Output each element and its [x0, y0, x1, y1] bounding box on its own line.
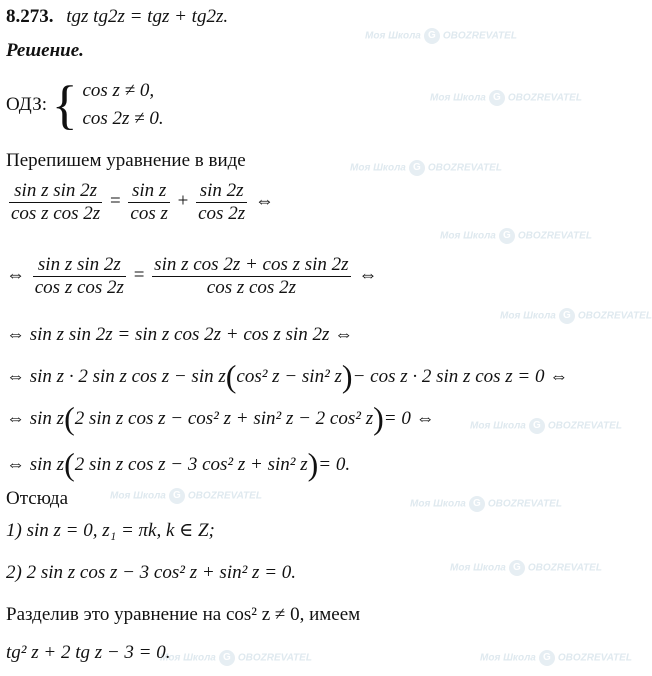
fraction: $\frac{\text{sin z sin 2z}}{\text{cos z cos 2z}}$ — [34, 254, 124, 298]
watermark: Моя Школа G OBOZREVATEL — [350, 160, 502, 176]
solution-label: Решение. — [6, 40, 84, 61]
odz-brace-icon: { — [51, 75, 78, 135]
fraction: $\frac{\text{sin z}}{\text{cos z}}$ — [130, 180, 168, 224]
fraction: $\frac{\text{sin z sin 2z}}{\text{cos z cos 2z}}$ — [11, 180, 101, 224]
watermark: Моя Школа G OBOZREVATEL — [110, 488, 262, 504]
divide-text: Разделив это уравнение на cos² z ≠ 0, имеем — [6, 604, 361, 625]
watermark: Моя Школа G OBOZREVATEL — [160, 650, 312, 666]
equation-line: ⇔ sin z sin 2z = sin z cos 2z + cos z sin 2z ⇔ — [6, 324, 354, 345]
equation-line: ⇔ sin z(2 sin z cos z − 3 cos² z + sin² z)= 0. — [6, 446, 351, 482]
fraction: $\frac{\text{sin z cos 2z + cos z sin 2z}}{\text{cos z cos 2z}}$ — [154, 254, 349, 298]
intro-text: Перепишем уравнение в виде — [6, 150, 246, 171]
fraction: $\frac{\sin 2z}{\cos 2z}$ — [198, 180, 246, 224]
odz-condition: cos z ≠ 0, — [82, 80, 155, 102]
case-1: 1) sin z = 0, z₁ = πk, k ∈ Z; — [6, 520, 215, 541]
case-2: 2) 2 sin z cos z − 3 cos² z + sin² z = 0. — [6, 562, 297, 583]
problem-line — [6, 6, 228, 28]
equation-line: $\frac{\text{sin z sin 2z}}{\text{cos z cos 2z}}$ = $\frac{\text{sin z}}{\text{cos z}}$ + $\frac{\sin 2z}{\cos 2z}$ ⇔ — [11, 180, 274, 224]
problem-statement: tgz tg2z = tgz + tg2z. — [66, 6, 229, 27]
watermark: Моя Школа G OBOZREVATEL — [470, 418, 622, 434]
odz-block — [6, 75, 164, 135]
equation-line: ⇔ sin z(2 sin z cos z − cos² z + sin² z − 2 cos² z)= 0 ⇔ — [6, 400, 435, 436]
odz-condition: cos 2z ≠ 0. — [82, 108, 164, 129]
problem-number: 8.273. — [6, 6, 54, 27]
watermark: Моя Школа G OBOZREVATEL — [440, 228, 592, 244]
odz-label: ОДЗ: — [6, 94, 48, 116]
equation-line: ⇔ sin z · 2 sin z cos z − sin z(cos² z − sin² z)− cos z · 2 sin z cos z = 0 ⇔ — [6, 358, 569, 394]
watermark: Моя Школа G OBOZREVATEL — [450, 560, 602, 576]
watermark: Моя Школа G OBOZREVATEL — [500, 308, 652, 324]
watermark: Моя Школа G OBOZREVATEL — [365, 28, 517, 44]
watermark: Моя Школа G OBOZREVATEL — [480, 650, 632, 666]
watermark: Моя Школа G OBOZREVATEL — [430, 90, 582, 106]
hence-text: Отсюда — [6, 488, 69, 509]
watermark: Моя Школа G OBOZREVATEL — [410, 496, 562, 512]
final-equation: tg² z + 2 tg z − 3 = 0. — [6, 642, 171, 663]
equation-line: ⇔ $\frac{\text{sin z sin 2z}}{\text{cos z cos 2z}}$ = $\frac{\text{sin z cos 2z + cos z sin 2z}}{\text{cos z cos 2z}}$ ⇔ — [6, 254, 378, 298]
